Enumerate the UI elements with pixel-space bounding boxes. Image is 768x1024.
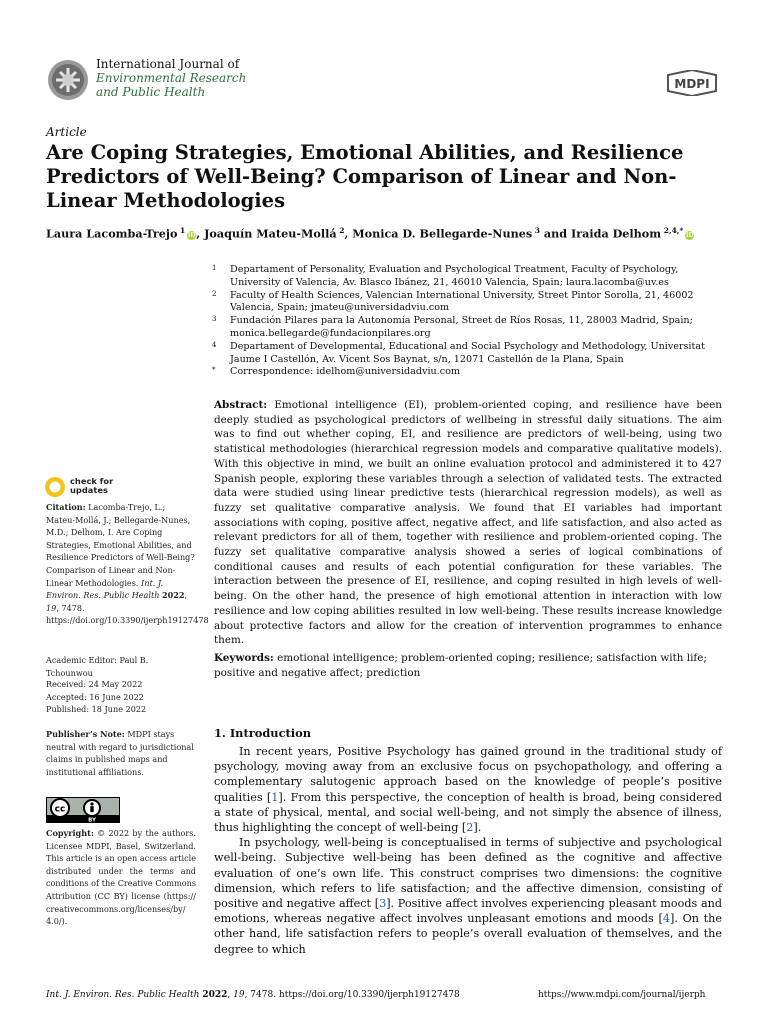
orcid-icon[interactable]: iD: [188, 231, 196, 239]
article-type: Article: [46, 125, 87, 139]
reference-link[interactable]: 2: [466, 821, 474, 835]
author-affiliation-sup: 2,4,*: [661, 226, 684, 235]
keywords: [214, 651, 722, 680]
citation-doi[interactable]: , 7478. https://doi.org/10.3390/ijerph19127478: [46, 602, 209, 626]
author-affiliation-sup: 2: [336, 226, 345, 235]
cc-by-license-icon[interactable]: [46, 797, 120, 823]
keywords-label: Keywords:: [214, 652, 274, 664]
affiliation-number: 1: [212, 264, 217, 272]
cc-by-label: BY: [88, 817, 96, 823]
footer-year: 2022: [202, 990, 228, 1000]
copyright-label: Copyright:: [46, 828, 94, 838]
reference-link[interactable]: 4: [662, 912, 670, 926]
date-published: Published: 18 June 2022: [46, 704, 147, 715]
citation-block: Citation: Lacomba-Trejo, L.; Mateu-Mollá, J.; Bellegarde-Nunes, M.D.; Delhom, I. Are Coping Strategies, Emotional Abilities, and Resilience Predictors of Well-Being? Comparison of Linear and Non-Linear Methodologies. Int. J. Environ. Res. Public Health 2022, 19, 7478. https://doi.org/10.3390/ijerph19127478: [46, 502, 209, 626]
paragraph-text: ]. Positive affect involves experiencing pleasant moods and emotions, whereas negative affect involves unpleasant emotions and moods [: [214, 897, 722, 926]
check-for-updates-button[interactable]: [44, 476, 124, 498]
abstract: [214, 398, 722, 648]
citation-text: Lacomba-Trejo, L.; Mateu-Mollá, J.; Bellegarde-Nunes, M.D.; Delhom, I. Are Coping Strategies, Emotional Abilities, and Resilience Predictors of Well-Being? Comparison of Linear and Non-Linear Methodologies.: [46, 502, 195, 588]
affiliations: [212, 264, 724, 379]
affiliation-number: 4: [212, 340, 217, 349]
journal-name: [96, 57, 246, 99]
abstract-label: Abstract:: [214, 399, 268, 411]
journal-name-line2: Environmental Research: [96, 71, 247, 85]
author-name: Laura Lacomba-Trejo: [46, 226, 178, 241]
author-separator: ,: [196, 226, 205, 241]
journal-name-line3: and Public Health: [96, 85, 206, 99]
citation-year: 2022: [162, 590, 185, 601]
publisher-note: [46, 728, 196, 778]
paragraph-text: ]. On the other hand, life satisfaction refers to people’s overall evaluation of themselves, and the degree to which: [214, 912, 722, 956]
copyright-notice: [46, 827, 196, 928]
academic-editor: Academic Editor: Paul B. Tchounwou: [46, 655, 149, 678]
citation-journal: Int. J. Environ. Res. Public Health: [46, 577, 164, 601]
author-name: Iraida Delhom: [571, 226, 662, 241]
publication-dates: [46, 678, 196, 716]
copyright-text: © 2022 by the authors. Licensee MDPI, Basel, Switzerland. This article is an open access article distributed under the terms and conditions of the Creative Commons Attribution (CC BY) license (https:// creativecommons.org/licenses/by/ 4.0/).: [46, 828, 197, 927]
affiliation-number: *: [212, 366, 216, 375]
author-name: Monica D. Bellegarde-Nunes: [352, 226, 533, 241]
author-separator: and: [540, 226, 572, 241]
date-received: Received: 24 May 2022: [46, 679, 143, 689]
affiliation-text: Faculty of Health Sciences, Valencian International University, Street Pintor Sorolla, 21, 46002 Valencia, Spain; jmateu@universidadviu.com: [230, 289, 694, 314]
keywords-text: emotional intelligence; problem-oriented coping; resilience; satisfaction with life; positive and negative affect; prediction: [214, 652, 707, 679]
affiliation-text: Correspondence: idelhom@universidadviu.com: [230, 366, 460, 378]
journal-name-line1: International Journal of: [96, 57, 240, 71]
footer-doi[interactable]: , 7478. https://doi.org/10.3390/ijerph19127478: [244, 990, 460, 1000]
publisher-name: MDPI: [674, 77, 710, 91]
check-updates-label: [70, 477, 113, 495]
publisher-note-label: Publisher’s Note:: [46, 729, 125, 739]
author-affiliation-sup: 3: [532, 226, 541, 235]
article-title: Are Coping Strategies, Emotional Abilities, and Resilience Predictors of Well-Being? Comparison of Linear and Non-Linear Methodologies: [46, 141, 684, 212]
footer-journal-url[interactable]: https://www.mdpi.com/journal/ijerph: [538, 990, 706, 1000]
footer-volume: 19: [233, 990, 245, 1000]
paragraph-text: In psychology, well-being is conceptualised in terms of subjective and psychological well-being. Subjective well-being has been defined as the cognitive and affective evaluation of one’s own life. This construct comprises two dimensions: the cognitive dimension, which refers to life satisfaction; and the affective dimension, consisting of positive and negative affect [: [214, 836, 722, 911]
affiliation-item: [212, 366, 724, 379]
affiliation-item: [212, 341, 724, 367]
abstract-text: Emotional intelligence (EI), problem-oriented coping, and resilience have been deeply studied as psychological predictors of wellbeing in stressful daily situations. The aim was to find out whether coping, EI, and resilience are predictors of well-being, using two statistical methodologies (hierarchical regression models and comparative qualitative models). With this objective in mind, we built an online evaluation protocol and administered it to 427 Spanish people, exploring these variables through a selection of validated tests. The extracted data were studied using linear predictive tests (hierarchical regression models), as well as fuzzy set qualitative comparative analysis. We found that EI variables had important associations with coping, positive affect, negative affect, and life satisfaction, and also acted as relevant predictors for all of them, together with resilience and problem-oriented coping. The fuzzy set qualitative comparative analysis showed a series of logical combinations of conditional causes and results of each potential configuration for these variables. The interaction between the presence of EI, resilience, and coping resulted in high levels of well-being. On the other hand, the presence of high emotional attention in interaction with low resilience and low coping abilities resulted in low well-being. These results increase knowledge about protective factors and allow for the creation of intervention programmes to enhance them.: [214, 399, 723, 647]
publisher-note-text: MDPI stays neutral with regard to jurisdictional claims in published maps and institutional affiliations.: [46, 729, 194, 777]
footer-journal: Int. J. Environ. Res. Public Health: [46, 990, 200, 1000]
affiliation-text: Fundación Pilares para la Autonomía Personal, Street de Ríos Rosas, 11, 28003 Madrid, Spain; monica.bellegarde@fundacionpilares.org: [230, 315, 693, 339]
introduction-paragraph-2: [214, 835, 722, 957]
paragraph-text: In recent years, Positive Psychology has gained ground in the traditional study of psychology, moving away from an exclusive focus on psychopathology, and offering a complementary salutogenic approach based on the knowledge of people’s positive qualities [: [214, 745, 722, 804]
section-heading-introduction: 1. Introduction: [214, 726, 311, 740]
reference-link[interactable]: 3: [379, 897, 387, 911]
check-updates-line2: updates: [70, 485, 108, 495]
author-affiliation-sup: 1: [177, 226, 186, 235]
author-separator: ,: [344, 226, 353, 241]
check-updates-line1: check for: [70, 476, 114, 486]
paragraph-text: ].: [473, 821, 482, 835]
orcid-icon[interactable]: iD: [686, 231, 694, 239]
affiliation-item: [212, 290, 724, 316]
citation-volume: 19: [46, 602, 57, 613]
affiliation-item: [212, 315, 724, 341]
svg-text:cc: cc: [54, 804, 66, 815]
journal-logo-icon: [46, 58, 90, 102]
affiliation-text: Departament of Personality, Evaluation and Psychological Treatment, Faculty of Psychology, University of Valencia, Av. Blasco Ibánez, 21, 46010 Valencia, Spain; laura.lacomba@uv.es: [230, 264, 679, 288]
date-accepted: Accepted: 16 June 2022: [46, 691, 144, 702]
reference-link[interactable]: 1: [271, 790, 279, 804]
citation-label: Citation:: [46, 502, 86, 512]
affiliation-item: [212, 264, 724, 290]
check-updates-icon: [44, 476, 66, 498]
introduction-body: [214, 744, 722, 957]
affiliation-number: 2: [212, 289, 217, 298]
affiliation-text: Departament of Developmental, Educational and Social Psychology and Methodology, Universitat Jaume I Castellón, Av. Vicent Sos Baynat, s/n, 12071 Castellón de la Plana, Spain: [230, 340, 705, 365]
introduction-paragraph-1: [214, 744, 722, 835]
affiliation-number: 3: [212, 315, 217, 324]
footer-citation: Int. J. Environ. Res. Public Health 2022, 19, 7478. https://doi.org/10.3390/ijerph19127478: [46, 990, 460, 1000]
mdpi-logo-icon: [664, 70, 720, 96]
paragraph-text: ]. From this perspective, the conception of health is broad, being considered a state of physical, mental, and social well-being, and not simply the absence of illness, thus highlighting the concept of well-being [: [214, 790, 722, 835]
author-list: [46, 226, 694, 241]
author-name: Joaquín Mateu-Mollá: [204, 226, 337, 241]
